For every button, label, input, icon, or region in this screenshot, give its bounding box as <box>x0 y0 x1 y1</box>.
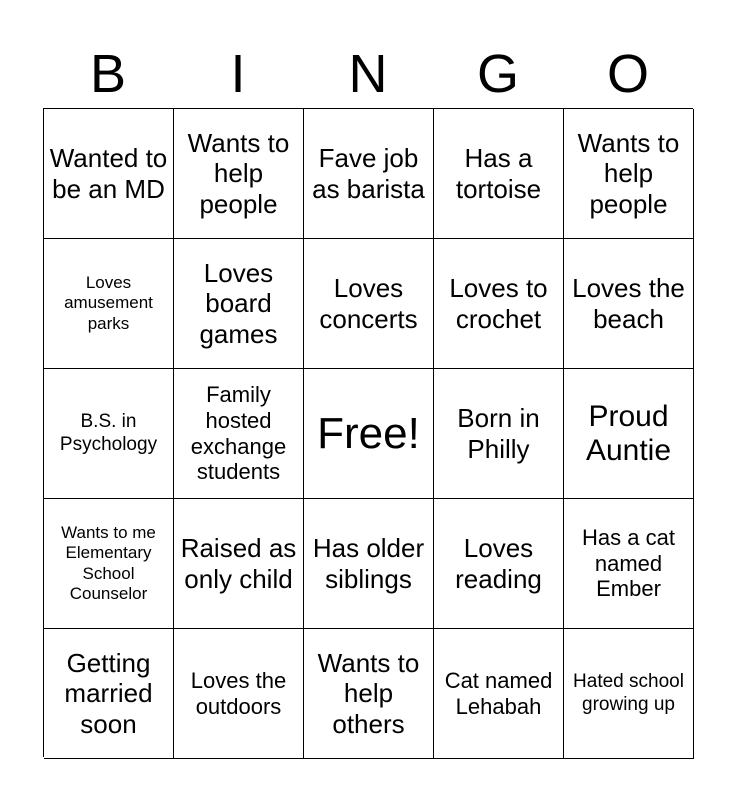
header-letter-g: G <box>476 44 519 104</box>
bingo-cell[interactable] <box>434 239 564 369</box>
bingo-cell[interactable] <box>44 239 174 369</box>
bingo-cell[interactable] <box>564 499 694 629</box>
bingo-cell[interactable] <box>174 629 304 759</box>
bingo-cell-text: Has older siblings <box>312 533 425 594</box>
bingo-cell-text: Loves to crochet <box>449 273 548 334</box>
bingo-cell[interactable] <box>304 629 434 759</box>
bingo-cell[interactable] <box>434 629 564 759</box>
header-letter-i: I <box>230 44 246 104</box>
bingo-cell[interactable] <box>304 499 434 629</box>
bingo-cell[interactable] <box>44 499 174 629</box>
bingo-cell[interactable] <box>304 109 434 239</box>
bingo-cell[interactable] <box>174 499 304 629</box>
bingo-cell-text: Cat named Lehabah <box>444 667 553 719</box>
bingo-cell-text: Wants to help people <box>187 127 290 219</box>
bingo-cell-text: Proud Auntie <box>585 399 672 467</box>
bingo-cell[interactable] <box>564 109 694 239</box>
bingo-free-space[interactable] <box>304 369 434 499</box>
bingo-cell-text: Loves reading <box>455 533 542 594</box>
bingo-cell[interactable] <box>434 369 564 499</box>
bingo-cell-text: Loves the beach <box>572 273 685 334</box>
bingo-cell[interactable] <box>304 239 434 369</box>
bingo-cell-text: Fave job as barista <box>312 143 425 204</box>
bingo-cell[interactable] <box>174 109 304 239</box>
bingo-header <box>43 40 693 108</box>
bingo-cell-text: Wanted to be an MD <box>49 143 168 204</box>
bingo-cell-text: Loves the outdoors <box>190 667 287 719</box>
bingo-cell[interactable] <box>174 369 304 499</box>
bingo-cell[interactable] <box>434 499 564 629</box>
header-letter-n: N <box>348 44 388 104</box>
bingo-cell-text: Loves board games <box>199 257 278 349</box>
bingo-cell[interactable] <box>434 109 564 239</box>
bingo-cell[interactable] <box>44 629 174 759</box>
bingo-cell[interactable] <box>564 239 694 369</box>
bingo-cell-text: Raised as only child <box>180 533 297 594</box>
bingo-cell-text: Hated school growing up <box>573 671 684 715</box>
bingo-cell-text: Wants to help people <box>577 127 680 219</box>
bingo-cell[interactable] <box>564 629 694 759</box>
bingo-cell[interactable] <box>44 369 174 499</box>
bingo-cell-text: Family hosted exchange students <box>190 382 287 485</box>
bingo-cell-text: Has a cat named Ember <box>582 524 675 602</box>
bingo-cell-text: Has a tortoise <box>455 143 542 204</box>
bingo-cell-text: Wants to me Elementary School Counselor <box>61 523 156 603</box>
bingo-cell-text: Free! <box>317 408 420 458</box>
bingo-cell-text: B.S. in Psychology <box>59 411 158 455</box>
header-letter-b: B <box>89 44 127 104</box>
bingo-card-grid <box>43 108 693 757</box>
bingo-cell-text: Loves concerts <box>319 273 418 334</box>
bingo-cell-text: Wants to help others <box>317 647 420 739</box>
bingo-cell[interactable] <box>44 109 174 239</box>
bingo-cell[interactable] <box>564 369 694 499</box>
bingo-cell-text: Getting married soon <box>64 647 153 739</box>
bingo-cell-text: Born in Philly <box>457 403 540 464</box>
bingo-cell-text: Loves amusement parks <box>64 273 153 333</box>
header-letter-o: O <box>606 44 649 104</box>
bingo-cell[interactable] <box>174 239 304 369</box>
